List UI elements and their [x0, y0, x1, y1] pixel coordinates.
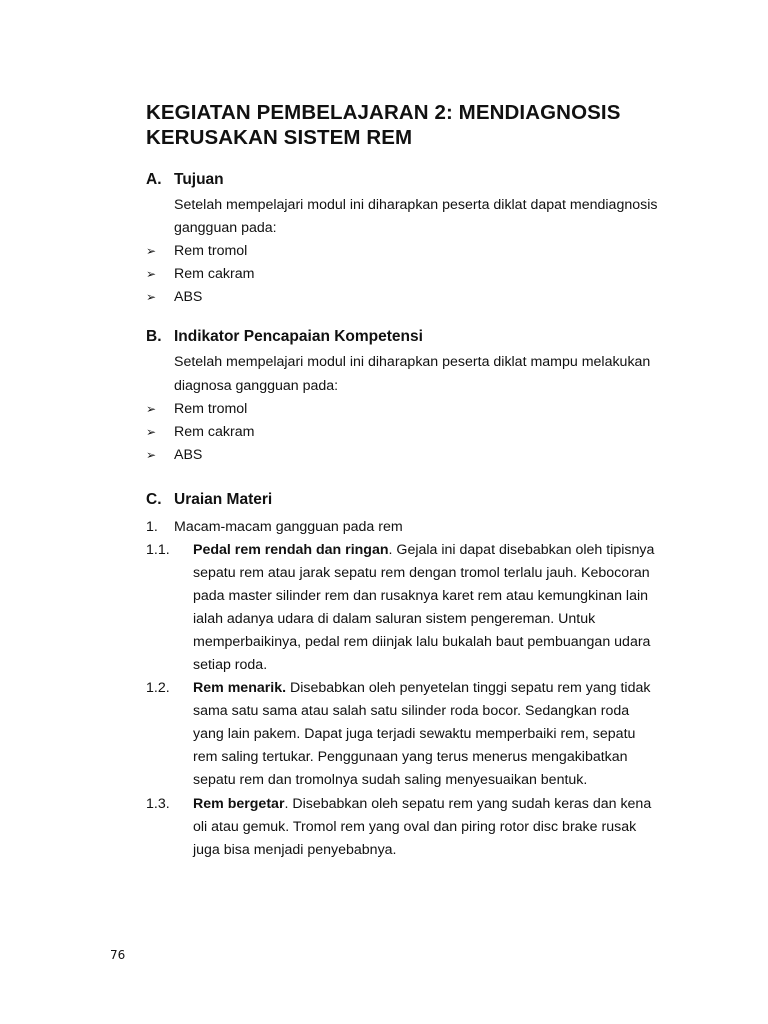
section-c-title: Uraian Materi [174, 491, 273, 508]
section-b-intro-1: Setelah mempelajari modul ini diharapkan peserta diklat mampu melakukan [174, 354, 651, 370]
section-a-intro-1: Setelah mempelajari modul ini diharapkan peserta diklat dapat mendiagnosis [174, 197, 658, 213]
page-title [146, 100, 706, 150]
sub-item-line: sepatu rem dan tromolnya sudah saling menyesuaikan bentuk. [193, 772, 588, 788]
sub-item-first-line: Pedal rem rendah dan ringan. Gejala ini dapat disebabkan oleh tipisnya [193, 542, 655, 558]
section-a-heading [146, 170, 224, 190]
list-item: ➢ Rem tromol [146, 401, 248, 417]
page-number: 76 [110, 948, 126, 962]
sub-item-line: pada master silinder rem dan rusaknya karet rem atau kemungkinan lain [193, 588, 649, 604]
section-c-letter: C. [146, 491, 162, 508]
arrow-bullet-icon: ➢ [146, 290, 157, 304]
numbered-item-1: 1. Macam-macam gangguan pada rem [146, 519, 403, 535]
arrow-bullet-icon: ➢ [146, 425, 157, 439]
section-c-heading [146, 490, 272, 510]
sub-item-line: memperbaikinya, pedal rem diinjak lalu bukalah baut pembuangan udara [193, 634, 651, 650]
section-b-heading [146, 327, 423, 347]
sub-item-number: 1.2. [146, 680, 170, 696]
sub-item-line: sama satu sama atau salah satu silinder roda bocor. Sedangkan roda [193, 703, 630, 719]
sub-item-bold-term: Rem menarik. [193, 680, 287, 696]
sub-item-first-line: Rem bergetar. Disebabkan oleh sepatu rem yang sudah keras dan kena [193, 796, 652, 812]
list-item: ➢ ABS [146, 289, 203, 305]
arrow-bullet-icon: ➢ [146, 244, 157, 258]
title-line-2: KERUSAKAN SISTEM REM [146, 126, 413, 149]
section-a-letter: A. [146, 171, 162, 188]
section-a-title: Tujuan [174, 171, 224, 188]
sub-item-line: ialah adanya udara di dalam saluran sistem pengereman. Untuk [193, 611, 596, 627]
sub-item-number: 1.1. [146, 542, 170, 558]
sub-item-line: sepatu rem atau jarak sepatu rem dengan tromol terlalu jauh. Kebocoran [193, 565, 650, 581]
section-a-intro-2: gangguan pada: [174, 220, 277, 236]
section-b-title: Indikator Pencapaian Kompetensi [174, 328, 423, 345]
sub-item-first-line: Rem menarik. Disebabkan oleh penyetelan tinggi sepatu rem yang tidak [193, 680, 651, 696]
section-b-intro-2: diagnosa gangguan pada: [174, 378, 339, 394]
section-b-letter: B. [146, 328, 162, 345]
sub-item-line: rem saling tertukar. Penggunaan yang terus menerus mengakibatkan [193, 749, 628, 765]
arrow-bullet-icon: ➢ [146, 402, 157, 416]
sub-item-bold-term: Pedal rem rendah dan ringan [193, 542, 389, 558]
title-line-1: KEGIATAN PEMBELAJARAN 2: MENDIAGNOSIS [146, 101, 621, 124]
list-item: ➢ ABS [146, 447, 203, 463]
arrow-bullet-icon: ➢ [146, 448, 157, 462]
arrow-bullet-icon: ➢ [146, 267, 157, 281]
sub-item-bold-term: Rem bergetar [193, 796, 285, 812]
list-item: ➢ Rem tromol [146, 243, 248, 259]
list-item: ➢ Rem cakram [146, 266, 255, 282]
sub-item-number: 1.3. [146, 796, 170, 812]
sub-item-line: oli atau gemuk. Tromol rem yang oval dan piring rotor disc brake rusak [193, 819, 637, 835]
sub-item-line: juga bisa menjadi penyebabnya. [193, 842, 397, 858]
sub-item-line: yang lain pakem. Dapat juga terjadi sewaktu memperbaiki rem, sepatu [193, 726, 636, 742]
sub-item-line: setiap roda. [193, 657, 268, 673]
list-item: ➢ Rem cakram [146, 424, 255, 440]
